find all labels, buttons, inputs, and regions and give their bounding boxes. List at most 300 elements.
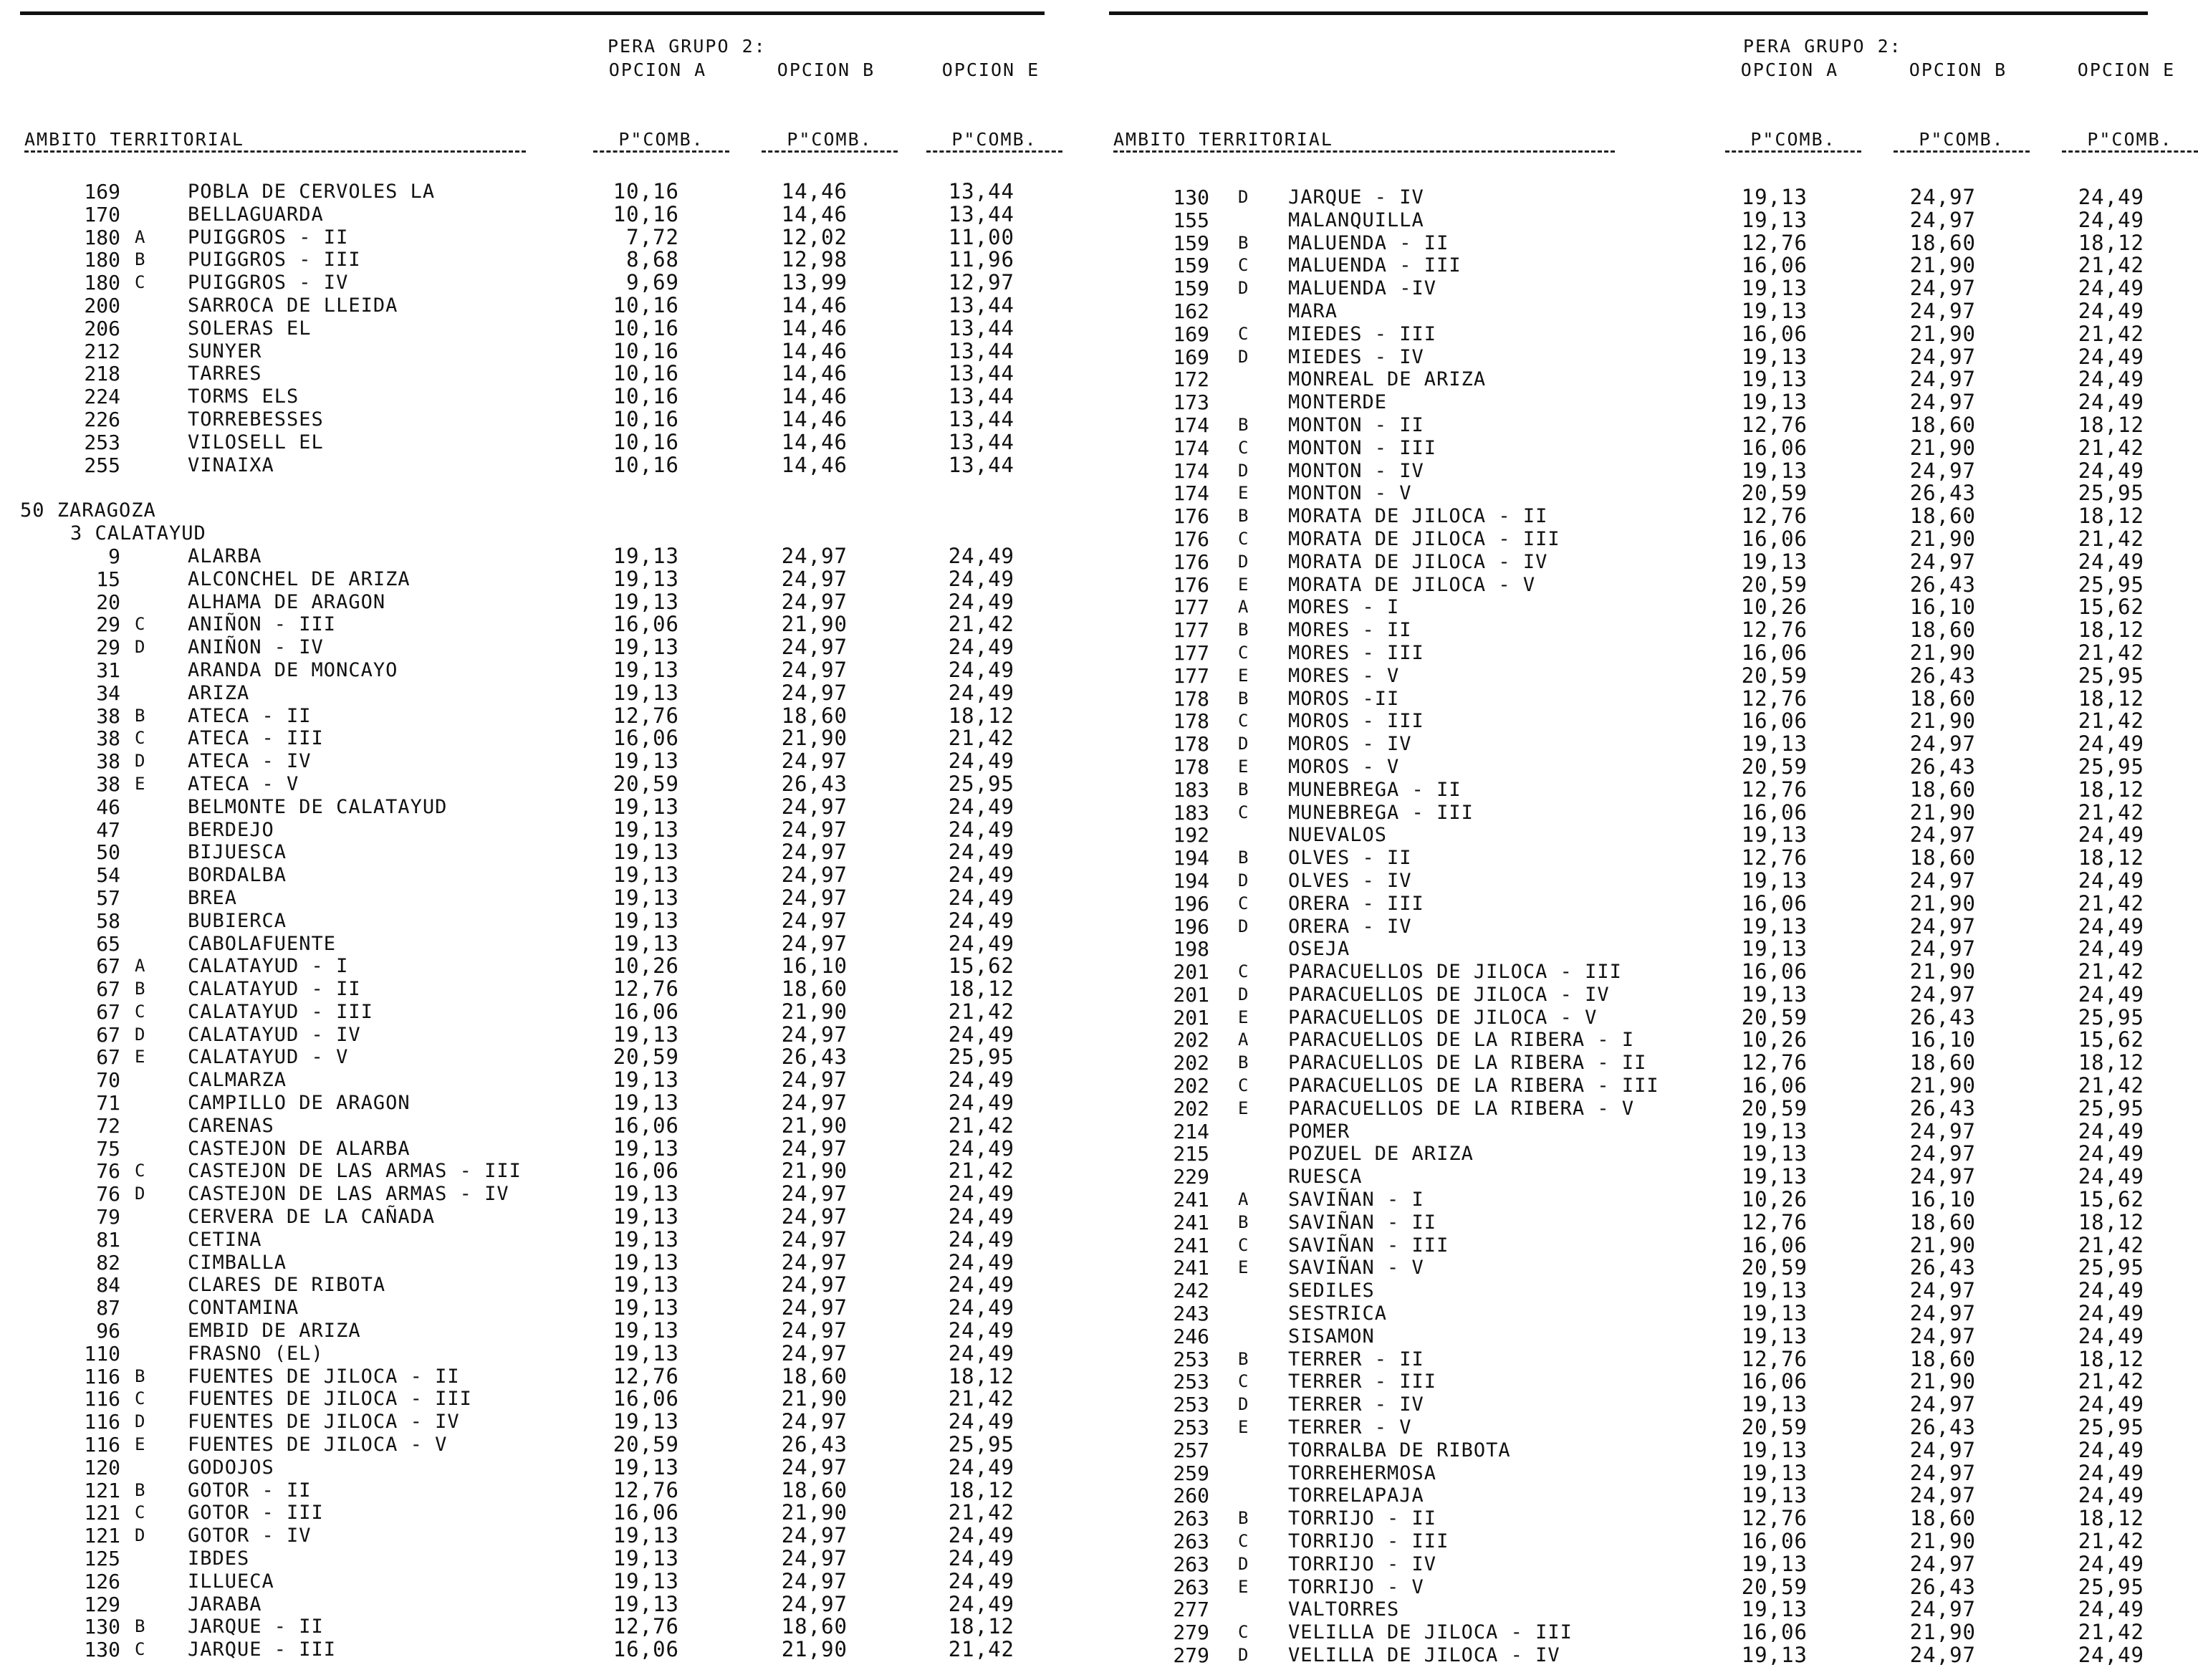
option-b-value: 24,97 <box>1909 1278 1976 1303</box>
municipality-name: CALATAYUD - II <box>188 978 361 1001</box>
municipality-name: TORRELAPAJA <box>1288 1484 1424 1507</box>
option-a-value: 12,76 <box>613 1477 679 1502</box>
option-b-value: 24,97 <box>1909 367 1976 392</box>
option-b-header: OPCION B <box>1909 59 2007 80</box>
municipality-name: VELILLA DE JILOCA - IV <box>1288 1644 1560 1666</box>
option-e-value: 12,97 <box>948 270 1014 295</box>
table-row <box>1109 596 2148 619</box>
option-e-header: OPCION E <box>2077 59 2176 80</box>
municipality-code: 120 <box>84 1455 120 1479</box>
zone-letter: D <box>1238 551 1249 572</box>
option-a-value: 16,06 <box>613 999 679 1024</box>
option-b-value: 18,60 <box>781 703 848 728</box>
municipality-code: 67 <box>96 1045 120 1070</box>
option-b-value: 24,97 <box>1909 185 1976 209</box>
option-b-value: 24,97 <box>1909 868 1976 893</box>
option-b-value: 24,97 <box>1909 1141 1976 1166</box>
option-e-value: 24,49 <box>948 1318 1014 1343</box>
option-b-value: 21,90 <box>1909 891 1976 916</box>
option-b-value: 18,60 <box>1909 1209 1976 1234</box>
option-e-value: 21,42 <box>2078 1620 2144 1645</box>
municipality-name: MOROS - III <box>1288 710 1424 733</box>
option-e-value: 24,49 <box>948 794 1014 819</box>
table-row <box>20 591 1045 614</box>
table-row <box>20 1456 1045 1479</box>
municipality-code: 253 <box>1173 1370 1209 1394</box>
municipality-code: 246 <box>1173 1324 1209 1348</box>
option-e-value: 24,49 <box>948 1204 1014 1229</box>
table-row <box>1109 893 2148 916</box>
table-row <box>1109 1439 2148 1462</box>
option-b-value: 21,90 <box>1909 1232 1976 1257</box>
option-e-value: 24,49 <box>948 1067 1014 1093</box>
municipality-name: PARACUELLOS DE JILOCA - V <box>1288 1006 1598 1029</box>
option-a-value: 20,59 <box>1741 754 1808 779</box>
table-row <box>1109 1166 2148 1189</box>
municipality-name: SAVIÑAN - II <box>1288 1211 1437 1234</box>
option-a-value: 19,13 <box>1741 549 1808 574</box>
option-a-value: 20,59 <box>1741 1004 1808 1029</box>
table-row <box>20 1297 1045 1320</box>
table-row <box>1109 1530 2148 1553</box>
municipality-name: JARABA <box>188 1593 262 1616</box>
option-b-value: 12,02 <box>781 224 848 249</box>
table-row <box>1109 1484 2148 1507</box>
municipality-code: 263 <box>1173 1552 1209 1576</box>
municipality-name: MALANQUILLA <box>1288 208 1424 231</box>
table-row <box>20 363 1045 385</box>
municipality-code: 180 <box>84 248 120 272</box>
option-b-value: 21,90 <box>781 1500 848 1525</box>
zone-letter: C <box>1238 893 1249 913</box>
b-rule <box>762 150 898 153</box>
pcomb-e-header: P"COMB. <box>951 129 1037 150</box>
option-a-value: 19,13 <box>613 543 679 568</box>
table-row <box>20 910 1045 933</box>
municipality-name: BELMONTE DE CALATAYUD <box>188 795 448 818</box>
municipality-name: SEDILES <box>1288 1280 1375 1302</box>
table-row <box>20 613 1045 636</box>
option-a-value: 19,13 <box>1741 207 1808 232</box>
option-e-value: 25,95 <box>2078 1415 2144 1440</box>
table-row <box>20 1320 1045 1343</box>
option-e-value: 24,49 <box>948 566 1014 591</box>
option-a-value: 16,06 <box>1741 640 1808 665</box>
option-e-value: 24,49 <box>948 1181 1014 1206</box>
zone-letter: B <box>1238 1211 1249 1232</box>
option-a-value: 16,06 <box>613 1386 679 1411</box>
option-b-value: 24,97 <box>781 657 848 682</box>
option-e-value: 24,49 <box>948 543 1014 568</box>
municipality-code: 180 <box>84 225 120 249</box>
option-e-value: 13,44 <box>948 384 1014 409</box>
e-rule <box>2062 150 2198 153</box>
option-a-value: 19,13 <box>613 1022 679 1047</box>
option-a-value: 16,06 <box>1741 891 1808 916</box>
option-a-value: 12,76 <box>613 1614 679 1639</box>
option-e-value: 11,00 <box>948 224 1014 249</box>
table-row <box>20 1249 1045 1275</box>
table-row <box>20 1365 1045 1388</box>
option-a-value: 20,59 <box>1741 1255 1808 1280</box>
option-e-value: 24,49 <box>2078 1460 2144 1485</box>
zone-letter: B <box>1238 414 1249 435</box>
municipality-code: 47 <box>96 817 120 842</box>
option-a-value: 19,13 <box>613 589 679 614</box>
option-a-value: 19,13 <box>613 1409 679 1434</box>
option-b-value: 21,90 <box>1909 435 1976 460</box>
municipality-name: BUBIERCA <box>188 909 287 932</box>
option-a-value: 20,59 <box>613 771 679 796</box>
table-row <box>1109 1257 2148 1280</box>
municipality-code: 173 <box>1173 390 1209 415</box>
municipality-name: MIEDES - IV <box>1288 345 1424 368</box>
option-b-value: 24,97 <box>1909 1551 1976 1576</box>
municipality-code: 174 <box>1173 436 1209 460</box>
option-b-value: 24,97 <box>781 1272 848 1297</box>
municipality-code: 174 <box>1173 481 1209 506</box>
municipality-name: FRASNO (EL) <box>188 1342 324 1365</box>
table-row <box>20 203 1045 226</box>
table-row <box>20 272 1045 294</box>
option-e-value: 24,49 <box>948 1523 1014 1548</box>
option-a-value: 12,76 <box>1741 1209 1808 1234</box>
municipality-name: CASTEJON DE LAS ARMAS - IV <box>188 1183 509 1206</box>
option-b-value: 21,90 <box>1909 526 1976 551</box>
municipality-code: 183 <box>1173 777 1209 802</box>
comarca-heading: 3 CALATAYUD <box>70 522 206 545</box>
zone-letter: C <box>1238 255 1249 276</box>
municipality-name: SARROCA DE LLEIDA <box>188 294 398 317</box>
municipality-name: POBLA DE CERVOLES LA <box>188 181 436 203</box>
option-a-value: 16,06 <box>1741 959 1808 984</box>
municipality-code: 38 <box>96 749 120 774</box>
option-a-value: 19,13 <box>613 1204 679 1229</box>
municipality-name: VELILLA DE JILOCA - III <box>1288 1621 1573 1644</box>
municipality-code: 110 <box>84 1341 120 1365</box>
municipality-code: 178 <box>1173 709 1209 734</box>
municipality-code: 177 <box>1173 640 1209 665</box>
option-e-value: 21,42 <box>2078 526 2144 551</box>
option-a-value: 16,06 <box>1741 800 1808 825</box>
option-a-value: 19,13 <box>613 840 679 865</box>
lleida-rows <box>20 181 1045 476</box>
table-row <box>20 796 1045 819</box>
option-b-value: 14,46 <box>781 384 848 409</box>
a-rule <box>593 150 729 153</box>
option-e-value: 13,44 <box>948 406 1014 431</box>
right-table <box>1109 186 2148 1667</box>
zone-letter: C <box>1238 1622 1249 1643</box>
option-e-value: 24,49 <box>948 863 1014 888</box>
municipality-code: 241 <box>1173 1256 1209 1280</box>
municipality-name: VALTORRES <box>1288 1598 1400 1621</box>
zone-letter: B <box>1238 848 1249 868</box>
top-rule <box>20 11 1045 15</box>
zone-letter: D <box>1238 278 1249 299</box>
option-a-value: 16,06 <box>1741 1620 1808 1645</box>
option-e-value: 21,42 <box>948 999 1014 1024</box>
zone-letter: D <box>1238 187 1249 207</box>
option-a-value: 16,06 <box>1741 709 1808 734</box>
option-e-value: 24,49 <box>948 931 1014 956</box>
municipality-code: 202 <box>1173 1028 1209 1052</box>
municipality-code: 121 <box>84 1524 120 1548</box>
option-b-value: 16,10 <box>781 954 848 979</box>
option-b-value: 24,97 <box>1909 731 1976 757</box>
option-b-value: 26,43 <box>1909 754 1976 779</box>
municipality-name: CAMPILLO DE ARAGON <box>188 1092 411 1115</box>
option-b-value: 24,97 <box>781 589 848 614</box>
municipality-name: SUNYER <box>188 340 262 363</box>
municipality-code: 116 <box>84 1387 120 1411</box>
option-b-value: 21,90 <box>1909 1529 1976 1554</box>
option-a-value: 16,06 <box>1741 1529 1808 1554</box>
municipality-name: CALATAYUD - I <box>188 955 349 978</box>
zone-letter: C <box>1238 528 1249 549</box>
municipality-name: CARENAS <box>188 1114 274 1137</box>
option-a-value: 19,13 <box>1741 1392 1808 1417</box>
option-a-value: 19,13 <box>613 1136 679 1161</box>
option-a-header: OPCION A <box>608 59 707 80</box>
zone-letter: B <box>135 1479 145 1500</box>
municipality-code: 176 <box>1173 504 1209 529</box>
table-row <box>1109 1507 2148 1530</box>
table-row <box>20 1046 1045 1069</box>
zone-letter: B <box>135 1365 145 1386</box>
option-a-value: 19,13 <box>1741 822 1808 848</box>
option-a-value: 20,59 <box>1741 481 1808 506</box>
table-row <box>20 1593 1045 1616</box>
option-a-value: 19,13 <box>613 680 679 705</box>
zone-letter: A <box>1238 1189 1249 1210</box>
municipality-name: IBDES <box>188 1547 250 1570</box>
municipality-code: 196 <box>1173 891 1209 916</box>
option-b-value: 14,46 <box>781 452 848 477</box>
option-b-value: 18,60 <box>1909 1050 1976 1075</box>
municipality-code: 241 <box>1173 1188 1209 1212</box>
municipality-name: PARACUELLOS DE JILOCA - IV <box>1288 983 1610 1006</box>
zone-letter: C <box>1238 323 1249 344</box>
table-row <box>20 887 1045 910</box>
option-a-value: 19,13 <box>1741 1323 1808 1348</box>
municipality-name: CALATAYUD - IV <box>188 1023 361 1046</box>
municipality-code: 201 <box>1173 1005 1209 1029</box>
zone-letter: B <box>1238 506 1249 527</box>
option-a-value: 19,13 <box>613 1568 679 1593</box>
table-row <box>1109 1598 2148 1621</box>
option-a-header: OPCION A <box>1740 59 1839 80</box>
option-b-value: 21,90 <box>1909 640 1976 665</box>
zone-letter: B <box>1238 1052 1249 1073</box>
table-row <box>1109 710 2148 733</box>
option-b-value: 21,90 <box>781 999 848 1024</box>
zone-letter: E <box>1238 1257 1249 1278</box>
option-b-value: 24,97 <box>781 817 848 842</box>
option-b-value: 18,60 <box>781 1477 848 1502</box>
table-row <box>1109 1621 2148 1644</box>
option-b-value: 24,97 <box>1909 1118 1976 1143</box>
option-e-value: 24,49 <box>2078 367 2144 392</box>
option-b-value: 21,90 <box>1909 1369 1976 1394</box>
option-e-value: 24,49 <box>948 1568 1014 1593</box>
table-row <box>1109 505 2148 528</box>
option-e-value: 24,49 <box>948 817 1014 842</box>
municipality-name: TORREHERMOSA <box>1288 1461 1437 1484</box>
table-row <box>1109 981 2148 1007</box>
option-e-value: 13,44 <box>948 338 1014 363</box>
option-b-value: 24,97 <box>781 863 848 888</box>
zone-letter: D <box>135 1525 145 1546</box>
option-a-value: 8,68 <box>626 247 679 272</box>
option-e-value: 24,49 <box>2078 549 2144 574</box>
section-spacer <box>20 476 1045 499</box>
municipality-code: 129 <box>84 1592 120 1616</box>
option-a-value: 9,69 <box>626 270 679 295</box>
table-row <box>1109 1189 2148 1211</box>
option-e-value: 21,42 <box>948 1637 1014 1662</box>
province-heading: 50 ZARAGOZA <box>20 499 156 522</box>
zone-letter: C <box>1238 711 1249 731</box>
municipality-code: 159 <box>1173 277 1209 301</box>
pcomb-e-header: P"COMB. <box>2087 129 2173 150</box>
option-e-value: 24,49 <box>2078 344 2144 369</box>
ambito-rule <box>24 150 526 153</box>
option-e-value: 21,42 <box>948 612 1014 637</box>
table-row <box>1109 733 2148 756</box>
table-row <box>1109 1393 2148 1416</box>
table-row <box>20 1274 1045 1297</box>
option-a-value: 19,13 <box>1741 913 1808 939</box>
option-a-value: 19,13 <box>1741 185 1808 209</box>
option-e-value: 21,42 <box>948 1500 1014 1525</box>
option-a-value: 19,13 <box>613 1591 679 1616</box>
option-e-value: 15,62 <box>2078 1187 2144 1212</box>
option-a-value: 16,06 <box>1741 1369 1808 1394</box>
option-b-value: 21,90 <box>781 1113 848 1138</box>
table-row <box>20 385 1045 408</box>
municipality-name: CONTAMINA <box>188 1297 299 1320</box>
table-row <box>1109 346 2148 369</box>
option-e-value: 24,49 <box>948 1090 1014 1115</box>
ambito-rule <box>1113 150 1615 153</box>
municipality-code: 38 <box>96 772 120 796</box>
zone-letter: D <box>1238 1553 1249 1574</box>
option-b-value: 24,97 <box>1909 344 1976 369</box>
option-e-value: 21,42 <box>2078 1369 2144 1394</box>
table-row <box>1109 232 2148 255</box>
table-row <box>20 1547 1045 1570</box>
table-row <box>20 249 1045 272</box>
municipality-code: 15 <box>96 567 120 591</box>
municipality-name: BREA <box>188 886 238 909</box>
municipality-code: 126 <box>84 1569 120 1593</box>
option-b-value: 14,46 <box>781 292 848 317</box>
table-row <box>1109 1029 2148 1052</box>
option-a-value: 19,13 <box>613 1090 679 1115</box>
option-e-value: 21,42 <box>2078 640 2144 665</box>
zone-letter: C <box>1238 802 1249 822</box>
municipality-name: PUIGGROS - III <box>188 249 361 272</box>
table-row <box>20 1160 1045 1183</box>
option-a-value: 19,13 <box>1741 390 1808 415</box>
option-b-value: 21,90 <box>1909 800 1976 825</box>
option-b-value: 24,97 <box>781 566 848 591</box>
zone-letter: C <box>135 1639 145 1660</box>
zaragoza-rows <box>20 545 1045 1661</box>
table-row <box>20 1183 1045 1206</box>
municipality-code: 253 <box>1173 1347 1209 1371</box>
option-b-value: 26,43 <box>781 1045 848 1070</box>
zone-letter: D <box>135 751 145 772</box>
municipality-code: 71 <box>96 1091 120 1115</box>
municipality-code: 65 <box>96 931 120 956</box>
zone-letter: E <box>1238 1576 1249 1597</box>
option-a-value: 19,13 <box>613 749 679 774</box>
municipality-code: 159 <box>1173 254 1209 278</box>
option-a-value: 19,13 <box>613 1318 679 1343</box>
table-row <box>1109 802 2148 825</box>
option-e-value: 21,42 <box>2078 435 2144 460</box>
municipality-name: ATECA - III <box>188 727 324 750</box>
municipality-name: MALUENDA - III <box>1288 254 1462 277</box>
table-row <box>20 682 1045 705</box>
option-a-value: 20,59 <box>613 1045 679 1070</box>
option-a-value: 12,76 <box>1741 1346 1808 1371</box>
municipality-name: CABOLAFUENTE <box>188 932 337 955</box>
option-b-value: 24,97 <box>1909 276 1976 301</box>
municipality-code: 277 <box>1173 1598 1209 1622</box>
municipality-name: SAVIÑAN - V <box>1288 1257 1424 1280</box>
zone-letter: E <box>1238 1098 1249 1118</box>
table-row <box>20 1340 1045 1365</box>
option-e-value: 13,44 <box>948 201 1014 226</box>
option-a-value: 10,26 <box>1741 1027 1808 1052</box>
option-a-value: 19,13 <box>1741 731 1808 757</box>
option-b-value: 21,90 <box>781 612 848 637</box>
option-a-value: 19,13 <box>613 635 679 660</box>
municipality-code: 202 <box>1173 1096 1209 1120</box>
municipality-code: 75 <box>96 1136 120 1161</box>
option-a-value: 19,13 <box>1741 1141 1808 1166</box>
municipality-name: MUNEBREGA - II <box>1288 778 1462 801</box>
option-b-value: 24,97 <box>781 1409 848 1434</box>
option-b-value: 24,97 <box>781 1181 848 1206</box>
municipality-code: 54 <box>96 863 120 888</box>
table-row <box>1109 1280 2148 1302</box>
option-b-value: 21,90 <box>1909 1620 1976 1645</box>
municipality-code: 38 <box>96 704 120 728</box>
option-a-value: 12,76 <box>1741 618 1808 643</box>
municipality-code: 177 <box>1173 618 1209 643</box>
option-b-value: 26,43 <box>1909 1095 1976 1120</box>
table-row <box>1109 323 2148 346</box>
municipality-code: 198 <box>1173 937 1209 961</box>
municipality-name: SOLERAS EL <box>188 317 312 340</box>
municipality-name: MOROS - IV <box>1288 733 1412 756</box>
option-e-value: 15,62 <box>2078 1027 2144 1052</box>
table-row <box>20 568 1045 591</box>
zone-letter: E <box>1238 1007 1249 1027</box>
option-e-value: 13,44 <box>948 429 1014 454</box>
option-e-value: 24,49 <box>2078 298 2144 323</box>
municipality-name: PARACUELLOS DE LA RIBERA - III <box>1288 1075 1659 1098</box>
municipality-code: 178 <box>1173 732 1209 757</box>
municipality-code: 29 <box>96 613 120 637</box>
option-a-value: 12,76 <box>613 1363 679 1388</box>
municipality-code: 226 <box>84 407 120 431</box>
municipality-code: 177 <box>1173 595 1209 620</box>
